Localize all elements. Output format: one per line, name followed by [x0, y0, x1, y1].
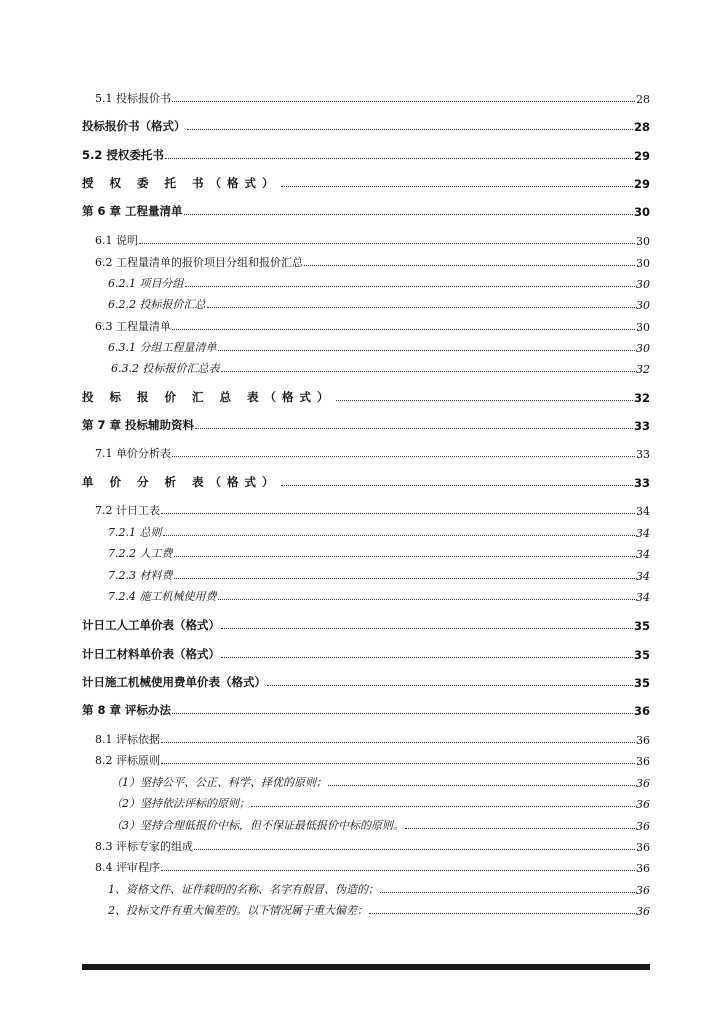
toc-entry — [82, 615, 650, 633]
toc-title: 5.1 投标报价书 — [95, 92, 171, 105]
toc-leader — [185, 286, 636, 287]
toc-entry — [95, 230, 650, 248]
toc-page: 33 — [636, 448, 650, 461]
toc-entry — [95, 729, 650, 747]
toc-page: 36 — [636, 820, 650, 833]
toc-page: 30 — [636, 278, 650, 291]
toc-page: 32 — [636, 363, 650, 376]
toc-leader — [174, 556, 636, 557]
toc-page: 34 — [636, 505, 650, 518]
toc-entry — [108, 900, 650, 918]
toc-title: 6.3.1 分组工程量清单 — [108, 341, 217, 354]
toc-title: 8.4 评审程序 — [95, 861, 160, 874]
toc-title: （3）坚持合理低报价中标，但不保证最低报价中标的原则。 — [111, 819, 404, 832]
toc-entry — [108, 565, 650, 583]
toc-entry — [82, 145, 650, 163]
toc-title: 7.1 单价分析表 — [95, 447, 171, 460]
toc-page: 36 — [636, 798, 650, 811]
toc-entry — [108, 879, 650, 897]
toc-page: 36 — [636, 862, 650, 875]
toc-title: 投标报价书（格式） — [82, 119, 186, 133]
toc-leader — [165, 158, 633, 159]
toc-leader — [369, 913, 635, 914]
toc-leader — [161, 513, 635, 514]
toc-leader — [161, 870, 635, 871]
toc-leader — [194, 849, 635, 850]
toc-leader — [267, 685, 633, 686]
toc-entry — [95, 88, 650, 106]
toc-title: 单 价 分 析 表（格式） — [82, 475, 280, 489]
toc-page: 36 — [636, 884, 650, 897]
toc-leader — [304, 265, 635, 266]
toc-entry — [108, 337, 650, 355]
toc-title: （2）坚持依法评标的原则； — [111, 797, 250, 810]
toc-entry — [108, 294, 650, 312]
toc-entry — [82, 672, 650, 690]
toc-leader — [163, 535, 636, 536]
toc-title: 8.3 评标专家的组成 — [95, 840, 193, 853]
toc-title: 投 标 报 价 汇 总 表（格式） — [82, 390, 335, 404]
toc-title: 1、资格文件、证件载明的名称、名字有假冒、伪造的； — [108, 883, 379, 896]
toc-leader — [380, 892, 635, 893]
toc-page: 28 — [636, 93, 650, 106]
toc-entry — [82, 700, 650, 718]
toc-page: 34 — [636, 527, 650, 540]
toc-page: 32 — [633, 391, 650, 405]
toc-page: 35 — [633, 619, 650, 633]
toc-title: 授 权 委 托 书（格式） — [82, 176, 280, 190]
toc-title: 计日施工机械使用费单价表（格式） — [82, 675, 266, 689]
toc-title: 5.2 授权委托书 — [82, 148, 164, 162]
toc-title: 7.2 计日工表 — [95, 504, 160, 517]
toc-page: 29 — [633, 177, 650, 191]
toc-entry — [82, 116, 650, 134]
toc-entry — [82, 173, 650, 191]
toc-title: 6.1 说明 — [95, 234, 138, 247]
toc-entry — [82, 415, 650, 433]
toc-entry — [111, 815, 650, 833]
toc-title: 计日工材料单价表（格式） — [82, 647, 220, 661]
toc-page: 36 — [636, 777, 650, 790]
toc-leader — [336, 400, 633, 401]
toc-entry — [82, 472, 650, 490]
toc-entry — [108, 273, 650, 291]
toc-page: 36 — [636, 841, 650, 854]
toc-entry — [95, 252, 650, 270]
toc-page: 33 — [633, 476, 650, 490]
toc-entry — [108, 586, 650, 604]
toc-page: 33 — [633, 419, 650, 433]
toc-leader — [161, 742, 635, 743]
toc-entry — [95, 443, 650, 461]
toc-title: 第 7 章 投标辅助资料 — [82, 418, 195, 432]
toc-title: 8.1 评标依据 — [95, 733, 160, 746]
toc-leader — [195, 428, 633, 429]
toc-entry — [111, 358, 650, 376]
toc-leader — [161, 763, 635, 764]
toc-leader — [172, 329, 635, 330]
toc-page: 30 — [636, 257, 650, 270]
toc-title: 6.2 工程量清单的报价项目分组和报价汇总 — [95, 256, 303, 269]
toc-title: 6.2.2 投标报价汇总 — [108, 298, 206, 311]
toc-title: 6.3 工程量清单 — [95, 320, 171, 333]
toc-entry — [108, 522, 650, 540]
toc-page: 30 — [636, 342, 650, 355]
toc-leader — [218, 599, 636, 600]
toc-title: 7.2.2 人工费 — [108, 547, 173, 560]
toc-entry — [82, 644, 650, 662]
toc-page: 29 — [633, 149, 650, 163]
toc-leader — [172, 101, 635, 102]
toc-leader — [207, 307, 636, 308]
toc-entry — [95, 316, 650, 334]
toc-title: 6.3.2 投标报价汇总表 — [111, 362, 220, 375]
toc-page: 36 — [636, 755, 650, 768]
toc-leader — [405, 828, 635, 829]
toc-page: 30 — [636, 321, 650, 334]
toc-leader — [221, 657, 633, 658]
toc-title: 第 8 章 评标办法 — [82, 703, 172, 717]
toc-entry — [82, 201, 650, 219]
toc-page: 35 — [633, 676, 650, 690]
toc-page: 34 — [636, 570, 650, 583]
footer-rule — [82, 964, 650, 970]
toc-leader — [218, 350, 636, 351]
toc-entry — [95, 500, 650, 518]
toc-title: 2、投标文件有重大偏差的。以下情况属于重大偏差： — [108, 904, 368, 917]
toc-entry — [108, 543, 650, 561]
toc-leader — [174, 578, 636, 579]
toc-page: 34 — [636, 591, 650, 604]
toc-leader — [281, 485, 633, 486]
toc-entry — [95, 857, 650, 875]
toc-entry — [111, 772, 650, 790]
toc-title: 计日工人工单价表（格式） — [82, 618, 220, 632]
toc-leader — [221, 371, 636, 372]
toc-entry — [95, 836, 650, 854]
toc-title: 第 6 章 工程量清单 — [82, 204, 183, 218]
toc-title: 7.2.4 施工机械使用费 — [108, 590, 217, 603]
toc-leader — [187, 129, 633, 130]
toc-leader — [281, 186, 633, 187]
toc-leader — [328, 785, 635, 786]
toc-page: 30 — [633, 205, 650, 219]
toc-page: 36 — [636, 734, 650, 747]
toc-title: （1）坚持公平、公正、科学、择优的原则； — [111, 776, 327, 789]
toc-leader — [184, 214, 633, 215]
toc-leader — [221, 628, 633, 629]
toc-page: 30 — [636, 299, 650, 312]
toc-leader — [139, 243, 635, 244]
toc-title: 6.2.1 项目分组 — [108, 277, 184, 290]
toc-page: 36 — [633, 704, 650, 718]
toc-leader — [172, 456, 635, 457]
toc-entry — [82, 387, 650, 405]
toc-entry — [95, 750, 650, 768]
toc-leader — [172, 713, 633, 714]
toc-title: 7.2.3 材料费 — [108, 569, 173, 582]
toc-leader — [251, 806, 635, 807]
toc-page: 30 — [636, 235, 650, 248]
toc-entry — [111, 793, 650, 811]
toc-title: 8.2 评标原则 — [95, 754, 160, 767]
toc-page: 28 — [633, 120, 650, 134]
toc-page: 36 — [636, 905, 650, 918]
toc-title: 7.2.1 总则 — [108, 526, 162, 539]
toc-page: 35 — [633, 648, 650, 662]
toc-page: 34 — [636, 548, 650, 561]
